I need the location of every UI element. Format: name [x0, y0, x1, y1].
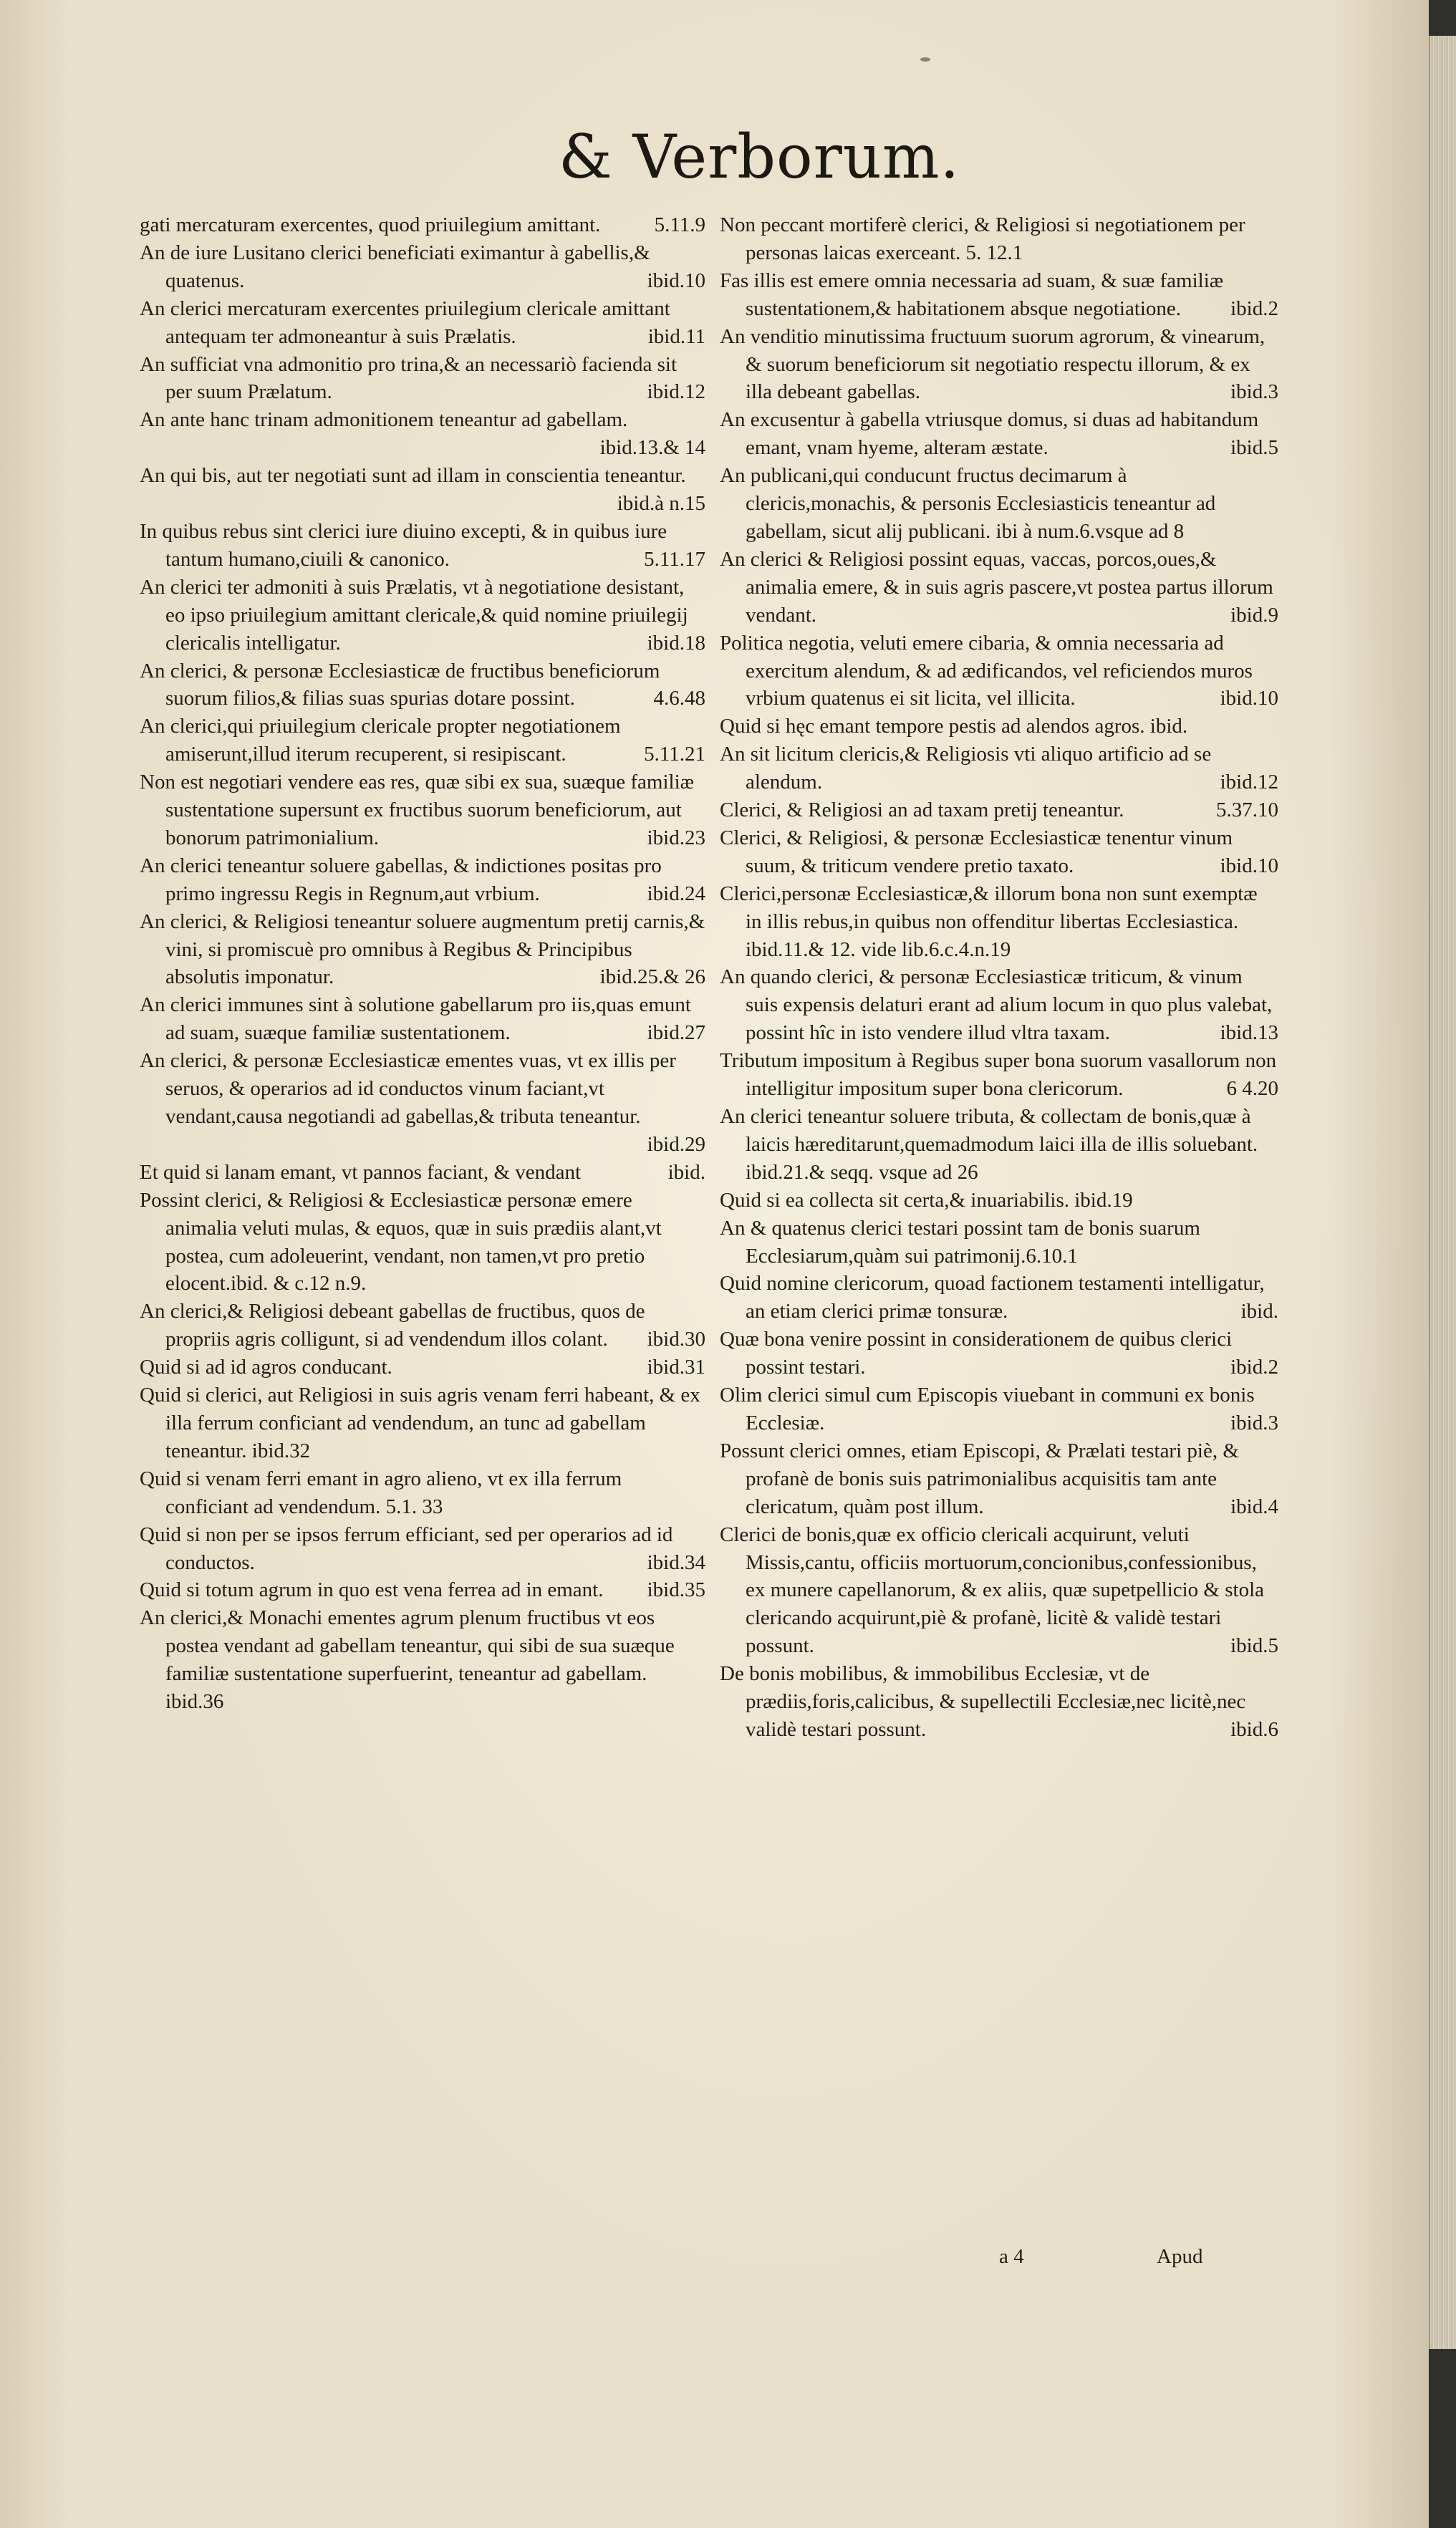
entry-reference: ibid.12 [647, 380, 705, 404]
entry-text: Quid si totum agrum in quo est vena ferrea ad in emant. [140, 1578, 604, 1602]
index-entry [140, 462, 705, 518]
index-entry [720, 267, 1278, 323]
index-entry [720, 211, 1278, 267]
entry-reference: ibid.5 [1230, 1634, 1278, 1658]
entry-text: Et quid si lanam emant, vt pannos faciant, & vendant [140, 1160, 582, 1184]
index-entry [140, 991, 705, 1047]
entry-text: An clerici teneantur soluere gabellas, & indictiones positas pro primo ingressu Regis in Regnum,aut vrbium. [140, 854, 667, 905]
entry-reference: ibid.2 [1230, 296, 1278, 320]
entry-reference: ibid.5 [1230, 436, 1278, 460]
index-entry [140, 574, 705, 657]
entry-text: An clerici mercaturam exercentes priuilegium clericale amittant antequam ter admoneantur à suis Prælatis. [140, 296, 675, 348]
index-entry [720, 740, 1278, 796]
entry-reference: 5.37.10 [1216, 799, 1278, 822]
index-entry [140, 657, 705, 713]
entry-reference: 5.11.9 [654, 213, 705, 236]
entry-text: Quæ bona venire possint in considerationem de quibus clerici possint testari. [720, 1328, 1238, 1379]
index-entry [720, 1270, 1278, 1326]
entry-text: An publicani,qui conducunt fructus decimarum à clericis,monachis, & personis Ecclesiasticis teneantur ad gabellam, sicut alij publicani. ibi à num.6.vsque ad 8 [720, 464, 1221, 543]
index-entry [140, 852, 705, 908]
entry-text: Quid si non per se ipsos ferrum efficiant, sed per operarios ad id conductos. [140, 1523, 678, 1574]
entry-reference: ibid. [667, 1160, 705, 1184]
entry-reference: ibid.27 [647, 1021, 705, 1045]
entry-text: Possint clerici, & Religiosi & Ecclesiasticæ personæ emere animalia veluti mulas, & equos, quæ in suis prædiis alant,vt postea, cum adoleuerint, vendant, non tamen,vt pro pretio elocent.ibid. & c.12 n.9. [140, 1188, 667, 1296]
index-entry [140, 1187, 705, 1298]
entry-reference: ibid.25.& 26 [599, 965, 705, 989]
entry-text: Fas illis est emere omnia necessaria ad suam, & suæ familiæ sustentationem,& habitationem absque negotiatione. [720, 269, 1229, 320]
index-entry [720, 796, 1278, 824]
entry-text: Quid si ad id agros conducant. [140, 1356, 392, 1379]
index-entry [140, 908, 710, 992]
index-entry [140, 768, 705, 852]
entry-reference: ibid.35 [647, 1578, 705, 1602]
page-fore-edge [1429, 36, 1456, 2349]
entry-reference: ibid.18 [647, 631, 705, 655]
entry-reference: ibid.31 [647, 1356, 705, 1379]
index-entry [140, 211, 705, 239]
entry-text: Tributum impositum à Regibus super bona suorum vasallorum non intelligitur impositum super bona clericorum. [720, 1049, 1282, 1101]
index-entry [140, 239, 705, 295]
index-entry [720, 1660, 1278, 1744]
entry-text: An venditio minutissima fructuum suorum agrorum, & vinearum, & suorum beneficiorum sit negotiatio respectu illorum, & ex illa debeant gabellas. [720, 324, 1271, 404]
entry-text: Possunt clerici omnes, etiam Episcopi, & Prælati testari piè, & profanè de bonis suis patrimonialibus acquisitis tam ante clericatum, quàm post illum. [720, 1439, 1245, 1518]
entry-text: Quid si venam ferri emant in agro alieno, vt ex illa ferrum conficiant ad vendendum. 5.1. 33 [140, 1467, 627, 1518]
entry-reference: 5.11.17 [644, 547, 705, 571]
entry-reference: ibid.9 [1230, 603, 1278, 627]
index-entry [140, 1604, 705, 1716]
entry-reference: ibid.10 [1220, 687, 1278, 710]
entry-text: Clerici de bonis,quæ ex officio clericali acquirunt, veluti Missis,cantu, officiis mortuorum,concionibus,confessionibus, ex munere capellanorum, & ex aliis, quæ supetpellicio & stola clericando acquirunt,piè & profanè, licitè & validè testari possunt. [720, 1523, 1270, 1658]
entry-text: An clerici,& Religiosi debeant gabellas de fructibus, quos de propriis agris colligunt, si ad vendendum illos colant. [140, 1300, 650, 1351]
index-entry [140, 351, 705, 407]
entry-text: Politica negotia, veluti emere cibaria, & omnia necessaria ad exercitum alendum, & ad ædificandos, vel reficiendos muros vrbium quatenus ei sit licita, vel illicita. [720, 631, 1258, 710]
entry-text: An quando clerici, & personæ Ecclesiasticæ triticum, & vinum suis expensis delaturi erant ad alium locum in quo plus valebat, possint hîc in isto vendere illud vltra taxam. [720, 965, 1278, 1045]
entry-text: Clerici, & Religiosi an ad taxam pretij teneantur. [720, 799, 1124, 822]
index-entry [140, 1576, 705, 1604]
entry-text: An sit licitum clericis,& Religiosis vti aliquo artificio ad se alendum. [720, 743, 1217, 794]
entry-text: In quibus rebus sint clerici iure diuino excepti, & in quibus iure tantum humano,ciuili & canonico. [140, 519, 672, 571]
entry-reference: ibid.30 [647, 1328, 705, 1351]
index-entry [140, 518, 705, 574]
entry-text: An ante hanc trinam admonitionem teneantur ad gabellam. [140, 408, 628, 432]
entry-text: An qui bis, aut ter negotiati sunt ad illam in conscientia teneantur. [140, 464, 686, 488]
index-column-left [140, 211, 710, 1716]
entry-text: Olim clerici simul cum Episcopis viuebant in communi ex bonis Ecclesiæ. [720, 1384, 1260, 1434]
entry-text: An clerici immunes sint à solutione gabellarum pro iis,quas emunt ad suam, suæque familiæ sustentationem. [140, 993, 697, 1045]
entry-text: An clerici ter admoniti à suis Prælatis, vt à negotiatione desistant, eo ipso priuilegium amittant clericale,& quid nomine priuilegij clericalis intelligatur. [140, 575, 693, 655]
index-entry [140, 713, 705, 768]
index-entry [720, 629, 1278, 713]
index-entry [720, 963, 1278, 1047]
entry-text: Quid si clerici, aut Religiosi in suis agris venam ferri habeant, & ex illa ferrum conficiant ad vendendum, an tunc ad gabellam teneantur. ibid.32 [140, 1384, 706, 1462]
entry-reference: ibid.11 [647, 324, 705, 348]
entry-reference: ibid.34 [647, 1550, 705, 1574]
entry-reference: ibid.29 [647, 1132, 705, 1156]
entry-text: An clerici teneantur soluere tributa, & collectam de bonis,quæ à laicis hæreditarunt,quemadmodum laici illa de illis soluebant. ibid.21.& seqq. vsque ad 26 [720, 1105, 1263, 1184]
index-entry [720, 323, 1278, 407]
index-entry [720, 462, 1278, 546]
entry-text: An clerici, & Religiosi teneantur soluere augmentum pretij carnis,& vini, si promiscuè pro omnibus à Regibus & Principibus absolutis imponatur. [140, 910, 710, 989]
entry-reference: 6 4.20 [1226, 1077, 1278, 1101]
entry-text: An excusentur à gabella vtriusque domus, si duas ad habitandum emant, vnam hyeme, alteram æstate. [720, 408, 1264, 460]
index-entry [720, 1103, 1278, 1187]
index-entry [720, 546, 1278, 629]
index-entry [720, 713, 1278, 740]
entry-reference: ibid.4 [1230, 1495, 1278, 1518]
entry-reference: 5.11.21 [644, 743, 705, 766]
ink-spot [920, 57, 930, 62]
entry-reference: ibid.12 [1220, 771, 1278, 794]
index-entry [140, 406, 705, 462]
index-entry [140, 1465, 705, 1521]
entry-text: Clerici, & Religiosi, & personæ Ecclesiasticæ tenentur vinum suum, & triticum vendere pretio taxato. [720, 826, 1238, 877]
entry-reference: ibid.6 [1230, 1717, 1278, 1741]
entry-reference: ibid.2 [1230, 1356, 1278, 1379]
entry-text: Non est negotiari vendere eas res, quæ sibi ex sua, suæque familiæ sustentatione supersunt ex fructibus suorum beneficiorum, aut bonorum patrimonialium. [140, 771, 700, 849]
index-entry [720, 824, 1278, 880]
index-entry [720, 880, 1278, 964]
entry-reference: ibid. [1240, 1300, 1278, 1323]
index-entry [720, 1521, 1278, 1661]
signature-mark: a 4 [999, 2245, 1024, 2268]
entry-text: An & quatenus clerici testari possint tam de bonis suarum Ecclesiarum,quàm sui patrimonij.6.10.1 [720, 1216, 1206, 1268]
index-entry [140, 1047, 705, 1159]
index-entry [720, 1187, 1278, 1215]
entry-text: An de iure Lusitano clerici beneficiati eximantur à gabellis,& quatenus. [140, 241, 655, 292]
entry-text: Clerici,personæ Ecclesiasticæ,& illorum bona non sunt exemptæ in illis rebus,in quibus non offenditur libertas Ecclesiastica. ibid.11.& 12. vide lib.6.c.4.n.19 [720, 882, 1263, 961]
index-entry [140, 1521, 705, 1577]
entry-reference: ibid.24 [647, 882, 705, 905]
entry-text: An clerici,& Monachi ementes agrum plenum fructibus vt eos postea vendant ad gabellam teneantur, qui sibi de sua suæque familiæ sustentatione superfuerint, teneantur ad gabellam. ibid.36 [140, 1606, 680, 1714]
index-column-right [720, 211, 1282, 1744]
index-entry [140, 1159, 705, 1187]
index-entry [720, 1381, 1278, 1437]
entry-reference: 4.6.48 [653, 687, 705, 710]
index-entry [140, 295, 705, 351]
entry-text: An clerici, & personæ Ecclesiasticæ de fructibus beneficiorum suorum filios,& filias suas spurias dotare possint. [140, 659, 665, 710]
entry-text: Quid si hęc emant tempore pestis ad alendos agros. ibid. [720, 715, 1188, 738]
entry-reference: ibid.23 [647, 826, 705, 849]
entry-text: Quid si ea collecta sit certa,& inuariabilis. ibid.19 [720, 1188, 1133, 1212]
entry-text: De bonis mobilibus, & immobilibus Ecclesiæ, vt de prædiis,foris,calicibus, & supellectili Ecclesiæ,nec licitè,nec validè testari possunt. [720, 1662, 1251, 1741]
index-entry [140, 1381, 705, 1465]
entry-text: An clerici & Religiosi possint equas, vaccas, porcos,oues,& animalia emere, & in suis agris pascere,vt postea partus illorum vendant. [720, 547, 1279, 627]
entry-reference: ibid.à n.15 [617, 492, 705, 516]
entry-text: Quid nomine clericorum, quoad factionem testamenti intelligatur, an etiam clerici primæ tonsuræ. [720, 1272, 1270, 1323]
entry-text: Non peccant mortiferè clerici, & Religiosi si negotiationem per personas laicas exerceant. 5. 12.1 [720, 213, 1250, 264]
entry-reference: ibid.3 [1230, 1411, 1278, 1434]
running-header: & Verborum. [559, 122, 960, 192]
index-entry [720, 1437, 1278, 1521]
index-entry [720, 1215, 1278, 1270]
index-entry [720, 406, 1278, 462]
index-entry [140, 1298, 705, 1354]
index-entry [140, 1354, 705, 1381]
entry-reference: ibid.13.& 14 [599, 436, 705, 460]
entry-text: An sufficiat vna admonitio pro trina,& an necessariò facienda sit per suum Prælatum. [140, 352, 683, 404]
index-entry [720, 1047, 1282, 1103]
entry-text: An clerici,qui priuilegium clericale propter negotiationem amiserunt,illud iterum recuperent, si resipiscant. [140, 715, 626, 766]
entry-text: An clerici, & personæ Ecclesiasticæ ementes vuas, vt ex illis per seruos, & operarios ad id conductos vinum faciant,vt vendant,causa negotiandi ad gabellas,& tributa teneantur. [140, 1049, 682, 1128]
entry-reference: ibid.10 [1220, 854, 1278, 877]
entry-reference: ibid.3 [1230, 380, 1278, 404]
catchword: Apud [1157, 2245, 1203, 2268]
index-entry [720, 1326, 1278, 1381]
entry-reference: ibid.10 [647, 269, 705, 292]
entry-reference: ibid.13 [1220, 1021, 1278, 1045]
entry-text: gati mercaturam exercentes, quod priuilegium amittant. [140, 213, 601, 236]
